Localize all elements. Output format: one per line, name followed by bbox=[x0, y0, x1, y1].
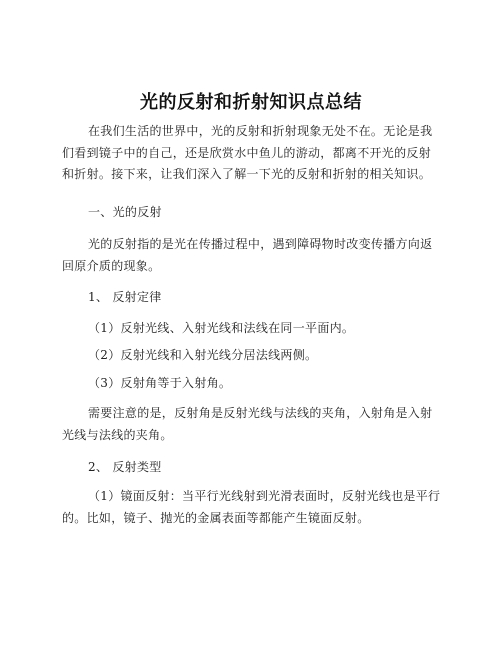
reflection-definition: 光的反射指的是光在传播过程中，遇到障碍物时改变传播方向返回原介质的现象。 bbox=[62, 237, 433, 273]
document-title: 光的反射和折射知识点总结 bbox=[140, 92, 362, 113]
law-item-2: （2）反射光线和入射光线分居法线两侧。 bbox=[88, 348, 318, 362]
section-heading-reflection: 一、光的反射 bbox=[88, 205, 162, 219]
intro-paragraph: 在我们生活的世界中，光的反射和折射现象无处不在。无论是我们看到镜子中的自己，还是欣赏水中鱼儿的游动，都离不开光的反射和折射。接下来，让我们深入了解一下光的反射和折射的相关知识。 bbox=[62, 124, 433, 181]
subheading-reflection-types: 2、 反射类型 bbox=[88, 460, 162, 474]
subheading-reflection-law: 1、 反射定律 bbox=[88, 290, 162, 304]
mirror-reflection-paragraph: （1）镜面反射：当平行光线射到光滑表面时，反射光线也是平行的。比如，镜子、抛光的金属表面等都能产生镜面反射。 bbox=[62, 489, 441, 525]
law-item-1: （1）反射光线、入射光线和法线在同一平面内。 bbox=[88, 321, 355, 335]
law-item-3: （3）反射角等于入射角。 bbox=[88, 376, 232, 390]
note-paragraph: 需要注意的是，反射角是反射光线与法线的夹角，入射角是入射光线与法线的夹角。 bbox=[62, 406, 433, 442]
